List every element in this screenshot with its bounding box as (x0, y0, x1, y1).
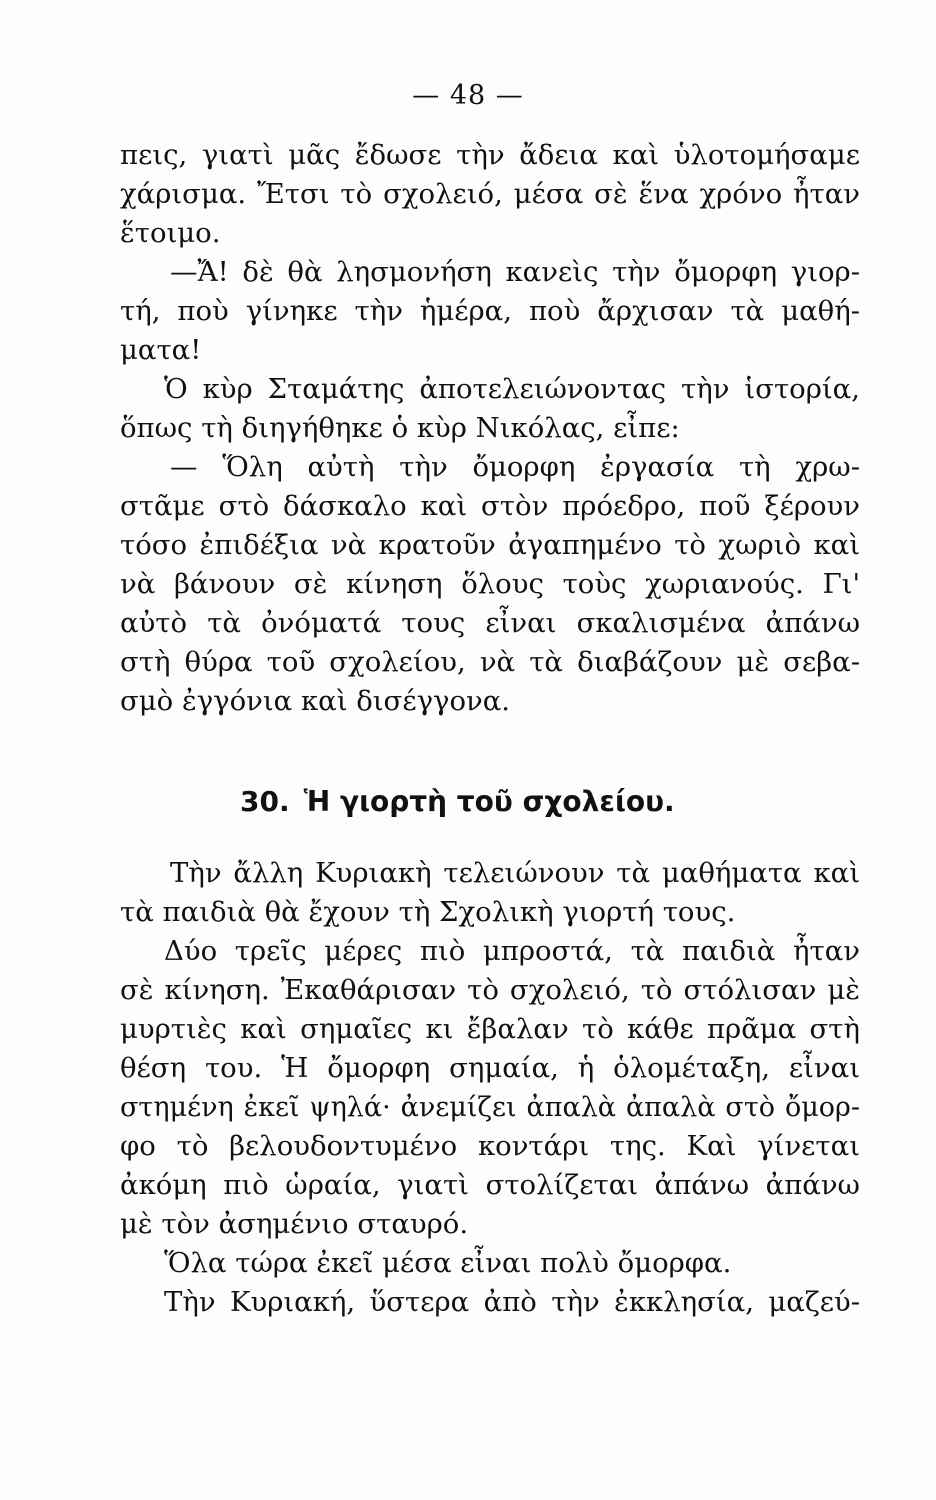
text-line: ἕτοιμο. (120, 217, 221, 249)
text-line: χάρισμα. Ἔτσι τὸ σχολειό, μέσα σὲ ἕνα χρόνο ἦταν (120, 178, 860, 210)
text-line: στᾶμε στὸ δάσκαλο καὶ στὸν πρόεδρο, ποῦ ξέρουν (120, 490, 860, 522)
text-line: τόσο ἐπιδέξια νὰ κρατοῦν ἀγαπημένο τὸ χωριὸ καὶ (120, 529, 860, 561)
text-line: πεις, γιατὶ μᾶς ἔδωσε τὴν ἄδεια καὶ ὑλοτομήσαμε (120, 139, 860, 171)
text-line: Τὴν ἄλλη Κυριακὴ τελειώνουν τὰ μαθήματα καὶ (170, 857, 860, 889)
text-line: στημένη ἐκεῖ ψηλά· ἀνεμίζει ἀπαλὰ ἀπαλὰ στὸ ὄμορ- (120, 1092, 860, 1123)
text-line: Ὅλα τώρα ἐκεῖ μέσα εἶναι πολὺ ὄμορφα. (164, 1247, 732, 1279)
text-line: Δύο τρεῖς μέρες πιὸ μπροστά, τὰ παιδιὰ ἦταν (164, 935, 860, 967)
text-line: θέση του. Ἡ ὄμορφη σημαία, ἡ ὁλομέταξη, εἶναι (120, 1052, 860, 1084)
text-line: ματα! (120, 334, 202, 366)
text-line: Ὁ κὺρ Σταμάτης ἀποτελειώνοντας τὴν ἱστορία, (164, 373, 860, 405)
text-line: σμὸ ἐγγόνια καὶ δισέγγονα. (120, 685, 511, 717)
section-number: 30. (240, 785, 290, 818)
text-line: σὲ κίνηση. Ἐκαθάρισαν τὸ σχολειό, τὸ στόλισαν μὲ (120, 974, 860, 1006)
bottom-text-block (120, 854, 860, 1322)
section-heading (240, 782, 800, 822)
text-line: —Ἄ! δὲ θὰ λησμονήση κανεὶς τὴν ὄμορφη γιορ- (170, 256, 860, 288)
text-line: ὅπως τὴ διηγήθηκε ὁ κὺρ Νικόλας, εἶπε: (120, 412, 680, 444)
text-line: φο τὸ βελουδοντυμένο κοντάρι της. Καὶ γίνεται (120, 1130, 860, 1162)
section-title: Ἡ γιορτὴ τοῦ σχολείου. (303, 785, 675, 818)
text-line: στὴ θύρα τοῦ σχολείου, νὰ τὰ διαβάζουν μὲ σεβα- (120, 646, 860, 678)
text-line: μυρτιὲς καὶ σημαῖες κι ἔβαλαν τὸ κάθε πρᾶμα στὴ (120, 1013, 860, 1045)
text-line: τὰ παιδιὰ θὰ ἔχουν τὴ Σχολικὴ γιορτή τους. (120, 896, 736, 928)
text-line: τή, ποὺ γίνηκε τὴν ἡμέρα, ποὺ ἄρχισαν τὰ μαθή- (120, 295, 860, 327)
text-line: αὐτὸ τὰ ὀνόματά τους εἶναι σκαλισμένα ἀπάνω (120, 607, 860, 639)
text-line: νὰ βάνουν σὲ κίνηση ὅλους τοὺς χωριανούς. Γι' (120, 568, 860, 600)
text-line: Τὴν Κυριακή, ὕστερα ἀπὸ τὴν ἐκκλησία, μαζεύ- (164, 1286, 860, 1318)
text-line: ἀκόμη πιὸ ὡραία, γιατὶ στολίζεται ἀπάνω ἀπάνω (120, 1169, 860, 1201)
page-number: — 48 — (412, 80, 524, 111)
top-text-block (120, 136, 860, 721)
text-line: μὲ τὸν ἀσημένιο σταυρό. (120, 1208, 469, 1240)
text-line: — Ὅλη αὐτὴ τὴν ὄμορφη ἐργασία τὴ χρω- (170, 451, 860, 483)
